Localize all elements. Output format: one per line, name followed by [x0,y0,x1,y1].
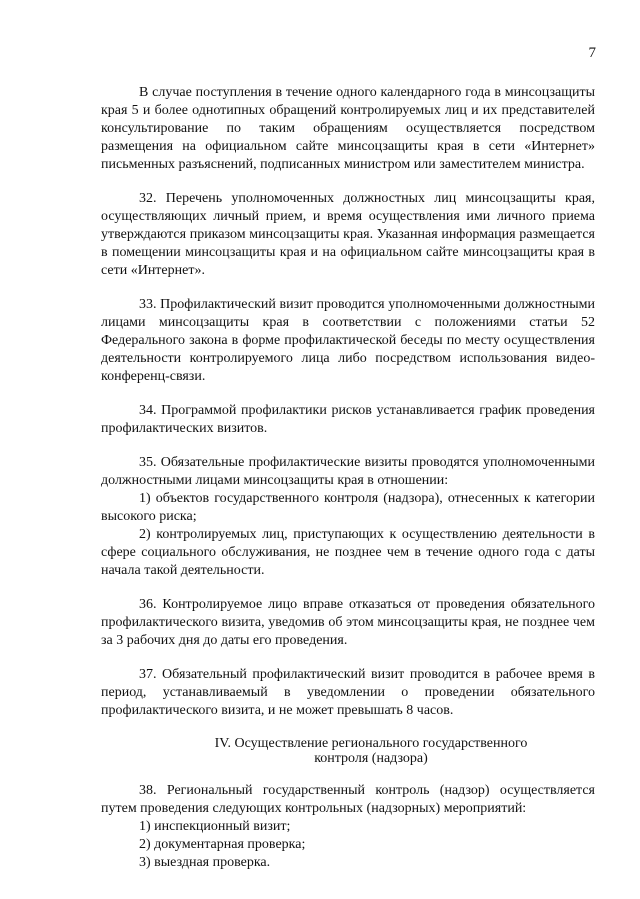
document-body [101,84,595,872]
paragraph-33: 33. Профилактический визит проводится уполномоченными должностными лицами минсоцзащиты края в соответствии с положениями статьи 52 Федерального закона в форме профилактической беседы по месту осуществления деятельности контролируемого лица либо посредством использования видео-конференц-связи. [101,297,595,384]
section-heading-line-2: контроля (надзора) [314,751,428,766]
paragraph-36: 36. Контролируемое лицо вправе отказаться от проведения обязательного профилактического визита, уведомив об этом минсоцзащиты края, не позднее чем за 3 рабочих дня до даты его проведения. [101,597,595,648]
paragraph-consultation: В случае поступления в течение одного календарного года в минсоцзащиты края 5 и более однотипных обращений контролируемых лиц и их представителей консультирование по таким обращениям осуществляется посредством размещения на официальном сайте минсоцзащиты края в сети «Интернет» письменных разъяснений, подписанных министром или заместителем министра. [101,85,595,172]
paragraph-34: 34. Программой профилактики рисков устанавливается график проведения профилактических визитов. [101,403,595,436]
paragraph-35-item-1: 1) объектов государственного контроля (надзора), отнесенных к категории высокого риска; [101,491,595,524]
list-item: 1) инспекционный визит; [139,819,291,834]
paragraph-38: 38. Региональный государственный контроль (надзор) осуществляется путем проведения следующих контрольных (надзорных) мероприятий: [101,783,595,816]
list-item: 3) выездная проверка. [139,855,271,870]
section-heading [101,736,595,766]
list-item: 2) документарная проверка; [139,837,306,852]
page-number: 7 [588,45,596,61]
paragraph-35: 35. Обязательные профилактические визиты проводятся уполномоченными должностными лицами минсоцзащиты края в отношении: [101,455,595,488]
paragraph-35-item-2: 2) контролируемых лиц, приступающих к осуществлению деятельности в сфере социального обслуживания, не позднее чем в течение одного года с даты начала такой деятельности. [101,527,595,578]
paragraph-37: 37. Обязательный профилактический визит проводится в рабочее время в период, устанавливаемый в уведомлении о проведении обязательного профилактического визита, и не может превышать 8 часов. [101,667,595,718]
paragraph-32: 32. Перечень уполномоченных должностных лиц минсоцзащиты края, осуществляющих личный прием, и время осуществления ими личного приема утверждаются приказом минсоцзащиты края. Указанная информация размещается в помещении минсоцзащиты края и на официальном сайте минсоцзащиты края в сети «Интернет». [101,191,595,278]
section-heading-line-1: IV. Осуществление регионального государственного [214,736,528,751]
